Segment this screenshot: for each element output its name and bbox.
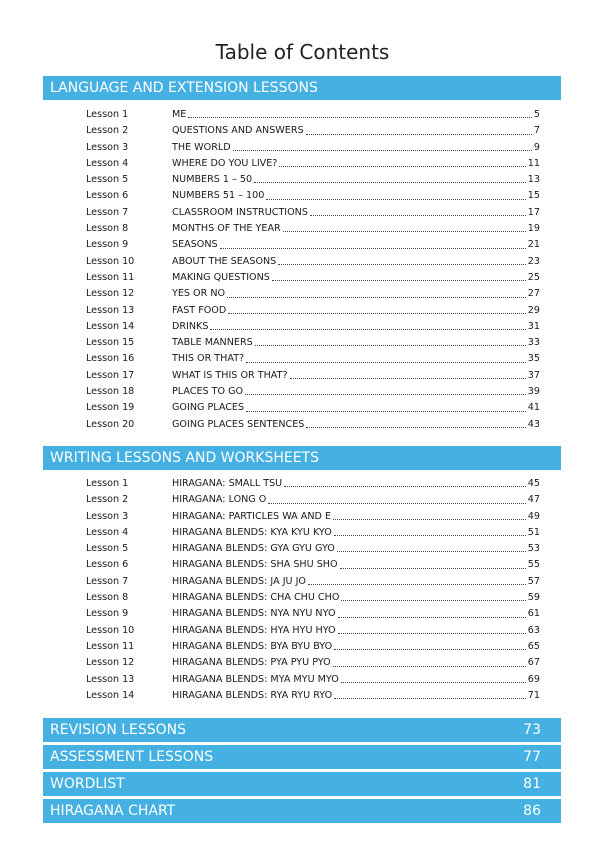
toc-row[interactable]: [86, 270, 540, 286]
dot-leader: [210, 319, 525, 330]
toc-row[interactable]: [86, 590, 540, 606]
lesson-number: Lesson 14: [86, 320, 135, 332]
lesson-title: TABLE MANNERS: [172, 337, 253, 349]
lesson-number: Lesson 10: [86, 624, 135, 636]
lesson-title: WHAT IS THIS OR THAT?: [172, 369, 288, 381]
page-number: 57: [527, 575, 540, 587]
toc-row[interactable]: [86, 541, 540, 557]
section-header-language: LANGUAGE AND EXTENSION LESSONS: [43, 76, 561, 100]
lesson-number: Lesson 14: [86, 689, 135, 701]
page-number: 31: [527, 320, 540, 332]
dot-leader: [283, 221, 526, 232]
language-lesson-list: [86, 107, 540, 433]
lesson-number: Lesson 17: [86, 369, 135, 381]
lesson-number: Lesson 7: [86, 575, 129, 587]
lesson-title: GOING PLACES: [172, 402, 245, 414]
toc-row[interactable]: [86, 107, 540, 123]
toc-row[interactable]: [86, 476, 540, 492]
lesson-number: Lesson 1: [86, 478, 129, 489]
summary-page: 86: [523, 803, 541, 819]
dot-leader: [338, 623, 526, 634]
page-number: 63: [527, 624, 540, 636]
summary-label: ASSESSMENT LESSONS: [50, 749, 214, 765]
page-number: 45: [527, 478, 540, 489]
lesson-title: HIRAGANA BLENDS: BYA BYU BYO: [172, 640, 333, 652]
lesson-title: NUMBERS 1 – 50: [172, 174, 253, 186]
lesson-number: Lesson 4: [86, 157, 129, 169]
lesson-title: QUESTIONS AND ANSWERS: [172, 125, 304, 137]
lesson-title: PLACES TO GO: [172, 386, 244, 398]
lesson-number: Lesson 10: [86, 255, 135, 267]
toc-row[interactable]: [86, 384, 540, 400]
lesson-number: Lesson 13: [86, 304, 135, 316]
lesson-title: HIRAGANA BLENDS: KYA KYU KYO: [172, 526, 332, 538]
lesson-title: MONTHS OF THE YEAR: [172, 223, 281, 235]
dot-leader: [334, 688, 526, 699]
toc-row[interactable]: [86, 368, 540, 384]
lesson-number: Lesson 8: [86, 592, 129, 604]
toc-row[interactable]: [86, 672, 540, 688]
toc-row[interactable]: [86, 574, 540, 590]
page-number: 55: [527, 559, 540, 571]
dot-leader: [341, 590, 525, 601]
summary-page: 81: [523, 776, 541, 792]
toc-row[interactable]: [86, 509, 540, 525]
dot-leader: [227, 286, 526, 297]
summary-page: 77: [523, 749, 541, 765]
summary-label: WORDLIST: [50, 776, 125, 792]
dot-leader: [308, 574, 526, 585]
page-number: 51: [527, 526, 540, 538]
dot-leader: [306, 123, 532, 134]
lesson-title: HIRAGANA BLENDS: GYA GYU GYO: [172, 543, 335, 555]
lesson-number: Lesson 11: [86, 640, 135, 652]
dot-leader: [272, 270, 526, 281]
toc-row[interactable]: [86, 335, 540, 351]
page-number: 49: [527, 510, 540, 522]
page-number: 13: [527, 174, 540, 186]
page-number: 35: [527, 353, 540, 365]
lesson-number: Lesson 5: [86, 543, 129, 555]
toc-row[interactable]: [86, 303, 540, 319]
lesson-number: Lesson 2: [86, 125, 129, 137]
lesson-title: ABOUT THE SEASONS: [172, 255, 277, 267]
lesson-number: Lesson 9: [86, 239, 129, 251]
dot-leader: [341, 672, 526, 683]
dot-leader: [284, 476, 526, 487]
lesson-number: Lesson 3: [86, 141, 129, 153]
lesson-title: HIRAGANA BLENDS: HYA HYU HYO: [172, 624, 336, 636]
lesson-title: HIRAGANA: LONG O: [172, 494, 267, 506]
dot-leader: [254, 172, 526, 183]
lesson-number: Lesson 6: [86, 559, 129, 571]
dot-leader: [255, 335, 526, 346]
lesson-number: Lesson 12: [86, 288, 135, 300]
lesson-number: Lesson 3: [86, 510, 129, 522]
page-number: 21: [527, 239, 540, 251]
toc-row[interactable]: [86, 172, 540, 188]
page-number: 59: [527, 592, 540, 604]
summary-hiragana-chart[interactable]: [43, 799, 561, 823]
page-number: 15: [527, 190, 540, 202]
toc-row[interactable]: [86, 319, 540, 335]
page-number: 27: [527, 288, 540, 300]
dot-leader: [278, 254, 526, 265]
section-header-writing: WRITING LESSONS AND WORKSHEETS: [43, 446, 561, 470]
toc-row[interactable]: [86, 557, 540, 573]
toc-row[interactable]: [86, 417, 540, 433]
lesson-title: FAST FOOD: [172, 304, 227, 316]
dot-leader: [310, 205, 526, 216]
page-number: 29: [527, 304, 540, 316]
summary-label: REVISION LESSONS: [50, 722, 187, 738]
lesson-title: THE WORLD: [172, 141, 231, 153]
lesson-title: ME: [172, 109, 187, 120]
lesson-number: Lesson 8: [86, 223, 129, 235]
toc-row[interactable]: [86, 286, 540, 302]
lesson-title: GOING PLACES SENTENCES: [172, 418, 305, 430]
lesson-number: Lesson 18: [86, 386, 135, 398]
page-number: 39: [527, 386, 540, 398]
toc-row[interactable]: [86, 140, 540, 156]
page-number: 23: [527, 255, 540, 267]
lesson-number: Lesson 5: [86, 174, 129, 186]
lesson-title: HIRAGANA BLENDS: MYA MYU MYO: [172, 673, 339, 685]
dot-leader: [245, 384, 526, 395]
lesson-title: SEASONS: [172, 239, 218, 251]
dot-leader: [338, 606, 526, 617]
toc-row[interactable]: [86, 525, 540, 541]
dot-leader: [334, 525, 526, 536]
page-number: 37: [527, 369, 540, 381]
lesson-title: HIRAGANA BLENDS: PYA PYU PYO: [172, 657, 331, 669]
lesson-title: HIRAGANA BLENDS: SHA SHU SHO: [172, 559, 338, 571]
page-number: 69: [527, 673, 540, 685]
dot-leader: [266, 188, 525, 199]
page-title: Table of Contents: [215, 40, 390, 64]
page-number: 65: [527, 640, 540, 652]
writing-lesson-list: [86, 476, 540, 704]
lesson-number: Lesson 6: [86, 190, 129, 202]
toc-row[interactable]: [86, 688, 540, 704]
toc-row[interactable]: [86, 623, 540, 639]
lesson-number: Lesson 7: [86, 206, 129, 218]
page-number: 19: [527, 223, 540, 235]
toc-row[interactable]: [86, 237, 540, 253]
toc-row[interactable]: [86, 205, 540, 221]
page-number: 67: [527, 657, 540, 669]
page-number: 47: [527, 494, 540, 506]
page-number: 53: [527, 543, 540, 555]
page-number: 61: [527, 608, 540, 620]
summary-page: 73: [523, 722, 541, 738]
dot-leader: [188, 107, 532, 118]
lesson-title: HIRAGANA BLENDS: CHA CHU CHO: [172, 592, 340, 604]
lesson-number: Lesson 19: [86, 402, 135, 414]
dot-leader: [337, 541, 526, 552]
page-number: 71: [527, 689, 540, 701]
summary-assessment-lessons[interactable]: [43, 745, 561, 769]
toc-row[interactable]: [86, 188, 540, 204]
lesson-number: Lesson 9: [86, 608, 129, 620]
dot-leader: [268, 492, 525, 503]
page-number: 33: [527, 337, 540, 349]
toc-row[interactable]: [86, 221, 540, 237]
lesson-number: Lesson 15: [86, 337, 135, 349]
page-number: 5: [533, 109, 540, 120]
toc-row[interactable]: [86, 655, 540, 671]
dot-leader: [220, 237, 526, 248]
lesson-number: Lesson 11: [86, 271, 135, 283]
lesson-number: Lesson 2: [86, 494, 129, 506]
dot-leader: [340, 557, 526, 568]
page-number: 25: [527, 271, 540, 283]
toc-row[interactable]: [86, 400, 540, 416]
dot-leader: [333, 509, 526, 520]
dot-leader: [333, 655, 526, 666]
lesson-title: MAKING QUESTIONS: [172, 271, 270, 283]
toc-row[interactable]: [86, 492, 540, 508]
dot-leader: [246, 400, 526, 411]
lesson-number: Lesson 20: [86, 418, 135, 430]
lesson-title: HIRAGANA BLENDS: JA JU JO: [172, 575, 306, 587]
lesson-title: WHERE DO YOU LIVE?: [172, 157, 278, 169]
lesson-number: Lesson 12: [86, 657, 135, 669]
dot-leader: [228, 303, 526, 314]
dot-leader: [279, 156, 525, 167]
lesson-title: DRINKS: [172, 320, 209, 332]
summary-label: HIRAGANA CHART: [50, 803, 176, 819]
dot-leader: [306, 417, 525, 428]
lesson-title: HIRAGANA BLENDS: NYA NYU NYO: [172, 608, 336, 620]
dot-leader: [290, 368, 526, 379]
lesson-number: Lesson 4: [86, 526, 129, 538]
summary-wordlist[interactable]: [43, 772, 561, 796]
page-number: 7: [533, 125, 540, 137]
toc-row[interactable]: [86, 606, 540, 622]
dot-leader: [233, 140, 532, 151]
lesson-title: HIRAGANA BLENDS: RYA RYU RYO: [172, 689, 333, 701]
toc-row[interactable]: [86, 123, 540, 139]
page-number: 43: [527, 418, 540, 430]
page-number: 41: [527, 402, 540, 414]
dot-leader: [246, 351, 526, 362]
dot-leader: [334, 639, 526, 650]
lesson-number: Lesson 13: [86, 673, 135, 685]
lesson-title: NUMBERS 51 – 100: [172, 190, 265, 202]
page-number: 17: [527, 206, 540, 218]
toc-row[interactable]: [86, 639, 540, 655]
lesson-title: YES OR NO: [172, 288, 226, 300]
lesson-title: HIRAGANA: SMALL TSU: [172, 478, 283, 489]
summary-revision-lessons[interactable]: [43, 718, 561, 742]
lesson-title: HIRAGANA: PARTICLES WA AND E: [172, 510, 332, 522]
page-number: 11: [527, 157, 540, 169]
lesson-title: THIS OR THAT?: [172, 353, 245, 365]
page-number: 9: [533, 141, 540, 153]
toc-row[interactable]: [86, 351, 540, 367]
toc-row[interactable]: [86, 254, 540, 270]
lesson-number: Lesson 1: [86, 109, 129, 120]
lesson-number: Lesson 16: [86, 353, 135, 365]
toc-row[interactable]: [86, 156, 540, 172]
lesson-title: CLASSROOM INSTRUCTIONS: [172, 206, 308, 218]
